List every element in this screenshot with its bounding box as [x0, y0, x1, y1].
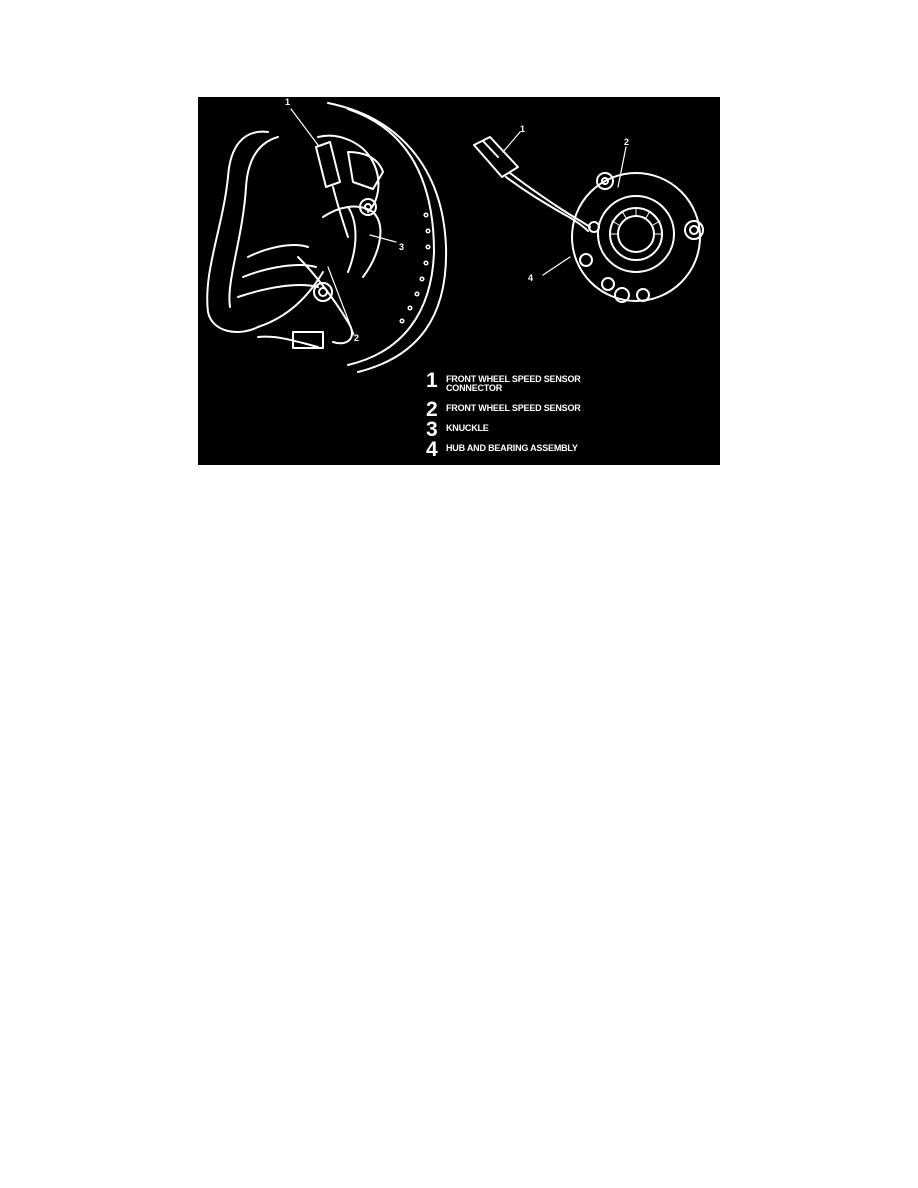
callout-left-3: 3 [399, 242, 405, 252]
figure-legend [426, 371, 716, 460]
legend-label-line1: FRONT WHEEL SPEED SENSOR [446, 374, 581, 384]
callout-left-1: 1 [285, 97, 291, 107]
callout-right-1: 1 [520, 124, 526, 134]
legend-item-2 [426, 400, 716, 420]
legend-item-1 [426, 371, 716, 400]
legend-item-3 [426, 420, 716, 440]
leader-lines-right [503, 132, 626, 275]
legend-label: KNUCKLE [446, 423, 489, 433]
wheel-speed-sensor-figure [198, 97, 720, 465]
legend-item-4 [426, 440, 716, 460]
knuckle-body [258, 136, 380, 348]
callout-left-2: 2 [354, 333, 360, 343]
legend-number: 1 [426, 369, 438, 392]
legend-label-line2: CONNECTOR [446, 383, 503, 393]
legend-label: HUB AND BEARING ASSEMBLY [446, 443, 578, 453]
axle-boot [207, 132, 323, 332]
legend-label: FRONT WHEEL SPEED SENSOR [446, 403, 581, 413]
legend-label [446, 371, 581, 393]
hub-bearing-assembly [572, 173, 703, 302]
rotor-holes [400, 213, 430, 323]
rotor-outline [328, 103, 446, 372]
legend-number: 4 [426, 438, 438, 461]
legend-number: 3 [426, 418, 438, 441]
callout-right-4: 4 [528, 273, 534, 283]
sensor-connector-left [316, 142, 383, 237]
legend-number: 2 [426, 398, 438, 421]
callout-right-2: 2 [624, 137, 630, 147]
sensor-connector-right [474, 137, 590, 231]
